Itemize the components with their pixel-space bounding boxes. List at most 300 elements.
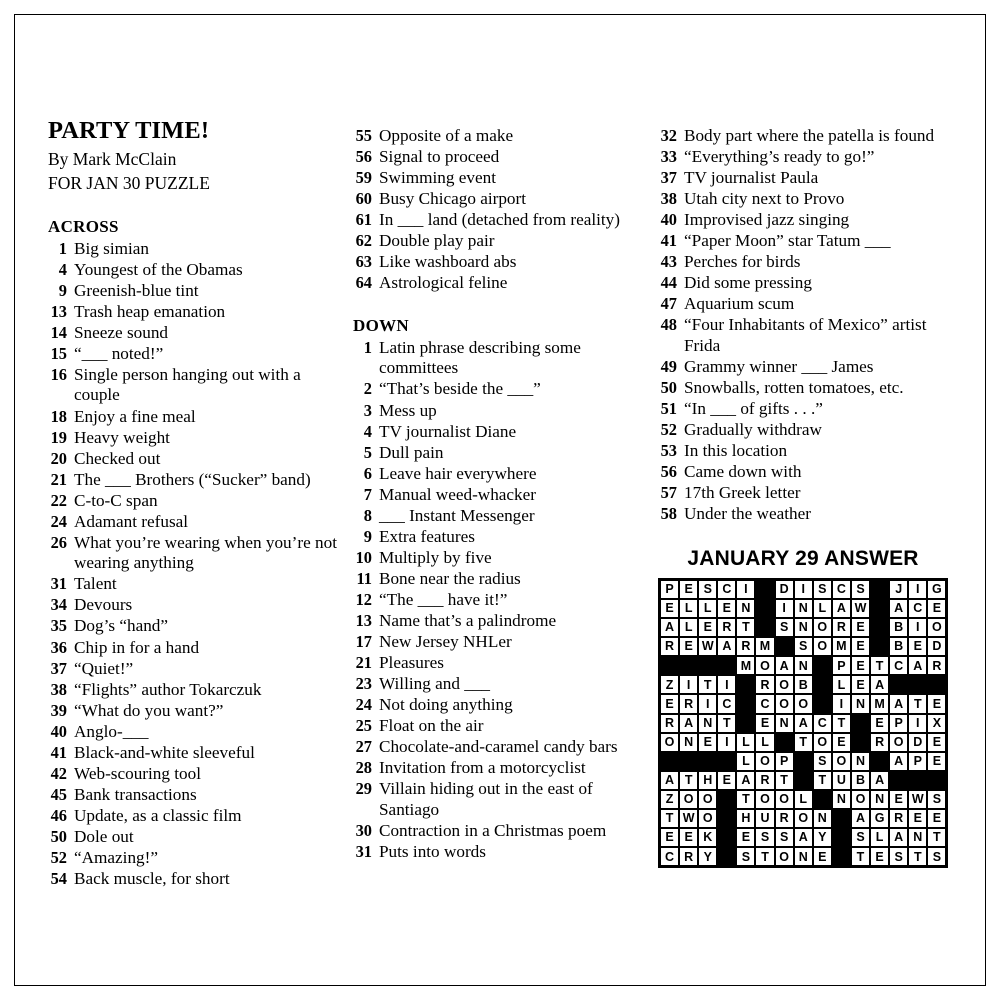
grid-cell-letter: T xyxy=(927,828,946,847)
clue-item xyxy=(353,485,652,506)
clue-number: 61 xyxy=(355,210,372,230)
clue-item xyxy=(353,443,652,464)
grid-cell-letter: M xyxy=(870,694,889,713)
grid-cell-letter: U xyxy=(832,771,851,790)
clue-number: 45 xyxy=(50,784,67,804)
grid-cell-letter: D xyxy=(927,637,946,656)
clue-number: 5 xyxy=(363,442,372,462)
grid-cell-letter: E xyxy=(698,733,717,752)
clue-number: 29 xyxy=(355,779,372,799)
clue-item xyxy=(658,399,960,420)
clue-item xyxy=(353,189,652,210)
grid-cell-letter: L xyxy=(698,599,717,618)
grid-cell-letter: G xyxy=(927,580,946,599)
grid-cell-letter: T xyxy=(698,675,717,694)
grid-cell-block xyxy=(889,771,908,790)
clue-text: New Jersey NHLer xyxy=(379,632,512,652)
grid-cell-letter: I xyxy=(908,618,927,637)
clue-number: 23 xyxy=(355,674,372,694)
clue-number: 42 xyxy=(50,763,67,783)
grid-cell-letter: S xyxy=(851,580,870,599)
clue-item xyxy=(353,548,652,569)
clue-number: 7 xyxy=(363,484,372,504)
grid-cell-letter: N xyxy=(736,599,755,618)
clue-text: Swimming event xyxy=(379,168,496,188)
grid-cell-letter: E xyxy=(851,637,870,656)
clue-text: Enjoy a fine meal xyxy=(74,406,196,426)
grid-cell-letter: M xyxy=(832,637,851,656)
grid-cell-letter: T xyxy=(851,847,870,866)
grid-cell-letter: R xyxy=(927,656,946,675)
grid-cell-letter: C xyxy=(717,580,736,599)
clue-item xyxy=(658,210,960,231)
clue-text: Contraction in a Christmas poem xyxy=(379,820,607,840)
grid-cell-letter: A xyxy=(832,599,851,618)
clue-item xyxy=(353,464,652,485)
clue-item xyxy=(353,590,652,611)
grid-cell-letter: N xyxy=(679,733,698,752)
clue-text: Busy Chicago airport xyxy=(379,189,527,209)
grid-cell-letter: N xyxy=(794,656,813,675)
grid-cell-letter: M xyxy=(736,656,755,675)
grid-cell-letter: E xyxy=(717,599,736,618)
grid-cell-letter: O xyxy=(889,733,908,752)
grid-cell-letter: E xyxy=(698,618,717,637)
clue-number: 58 xyxy=(660,504,677,524)
clue-item xyxy=(48,407,345,428)
clue-text: “That’s beside the ___” xyxy=(379,379,541,399)
clue-number: 19 xyxy=(50,427,67,447)
clue-number: 48 xyxy=(660,315,677,335)
clue-item xyxy=(353,401,652,422)
clue-item xyxy=(658,420,960,441)
grid-cell-letter: E xyxy=(851,656,870,675)
grid-cell-block xyxy=(660,656,679,675)
clue-item xyxy=(353,632,652,653)
clue-text: In this location xyxy=(684,441,788,461)
grid-cell-letter: C xyxy=(717,694,736,713)
grid-cell-letter: N xyxy=(794,847,813,866)
grid-cell-block xyxy=(755,599,774,618)
grid-cell-letter: O xyxy=(755,656,774,675)
clue-item xyxy=(48,764,345,785)
grid-cell-letter: R xyxy=(660,714,679,733)
clue-number: 6 xyxy=(363,463,372,483)
clue-text: Anglo-___ xyxy=(74,721,149,741)
grid-cell-letter: T xyxy=(908,694,927,713)
clue-number: 31 xyxy=(355,842,372,861)
grid-cell-letter: R xyxy=(755,771,774,790)
grid-cell-block xyxy=(813,656,832,675)
grid-cell-letter: L xyxy=(736,733,755,752)
clue-text: TV journalist Paula xyxy=(684,168,819,188)
clue-text: Single person hanging out with a couple xyxy=(74,364,301,405)
grid-cell-letter: E xyxy=(908,637,927,656)
grid-cell-letter: N xyxy=(794,599,813,618)
clue-number: 12 xyxy=(355,589,372,609)
clue-number: 39 xyxy=(50,700,67,720)
grid-cell-letter: N xyxy=(794,618,813,637)
clue-number: 38 xyxy=(660,189,677,209)
clue-text: Sneeze sound xyxy=(74,322,169,342)
answer-grid xyxy=(658,578,948,868)
grid-cell-letter: A xyxy=(908,656,927,675)
clue-number: 40 xyxy=(660,210,677,230)
clue-number: 28 xyxy=(355,758,372,778)
grid-cell-letter: E xyxy=(908,809,927,828)
grid-cell-letter: U xyxy=(755,809,774,828)
grid-cell-letter: O xyxy=(775,790,794,809)
clue-number: 2 xyxy=(363,379,372,399)
clue-item xyxy=(353,231,652,252)
grid-cell-letter: M xyxy=(755,637,774,656)
clue-item xyxy=(353,210,652,231)
clue-text: Improvised jazz singing xyxy=(684,210,850,230)
grid-cell-letter: E xyxy=(717,771,736,790)
clue-number: 14 xyxy=(50,322,67,342)
across-clue-list-part-2 xyxy=(353,126,652,294)
down-clue-list-part-2 xyxy=(658,126,960,525)
grid-cell-letter: E xyxy=(679,580,698,599)
grid-cell-letter: L xyxy=(755,733,774,752)
clue-text: “___ noted!” xyxy=(74,343,164,363)
grid-cell-letter: N xyxy=(851,694,870,713)
clue-text: Mess up xyxy=(379,400,437,420)
clue-number: 4 xyxy=(363,421,372,441)
grid-cell-letter: O xyxy=(679,790,698,809)
clue-text: Greenish-blue tint xyxy=(74,280,199,300)
clue-number: 60 xyxy=(355,189,372,209)
clue-item xyxy=(48,512,345,533)
grid-cell-letter: C xyxy=(832,580,851,599)
clue-text: Invitation from a motorcyclist xyxy=(379,758,586,778)
byline: By Mark McClain xyxy=(48,149,177,170)
grid-cell-letter: E xyxy=(755,714,774,733)
clue-text: Big simian xyxy=(74,238,149,258)
grid-cell-letter: R xyxy=(679,694,698,713)
grid-cell-block xyxy=(813,790,832,809)
down-clue-list-part-1 xyxy=(353,338,652,863)
grid-cell-letter: N xyxy=(832,790,851,809)
grid-cell-letter: S xyxy=(698,580,717,599)
clue-text: The ___ Brothers (“Sucker” band) xyxy=(74,469,311,489)
clue-text: Under the weather xyxy=(684,504,811,524)
grid-cell-block xyxy=(794,771,813,790)
clue-item xyxy=(353,338,652,379)
clue-number: 33 xyxy=(660,147,677,167)
clue-number: 50 xyxy=(660,378,677,398)
clue-number: 51 xyxy=(660,399,677,419)
grid-cell-letter: T xyxy=(717,714,736,733)
grid-cell-letter: E xyxy=(870,714,889,733)
clue-number: 31 xyxy=(50,574,67,594)
clue-text: Double play pair xyxy=(379,231,495,251)
column-two xyxy=(353,118,658,863)
grid-cell-letter: O xyxy=(698,809,717,828)
clue-text: “Paper Moon” star Tatum ___ xyxy=(684,231,891,251)
grid-cell-letter: K xyxy=(698,828,717,847)
clue-item xyxy=(48,827,345,848)
clue-number: 15 xyxy=(50,343,67,363)
clue-item xyxy=(658,231,960,252)
grid-cell-block xyxy=(736,675,755,694)
clue-item xyxy=(48,595,345,616)
grid-cell-letter: A xyxy=(794,714,813,733)
clue-text: Bone near the radius xyxy=(379,568,521,588)
clue-number: 56 xyxy=(355,147,372,167)
grid-cell-letter: T xyxy=(813,771,832,790)
grid-cell-letter: O xyxy=(927,618,946,637)
clue-text: Puts into words xyxy=(379,842,486,861)
grid-cell-letter: A xyxy=(736,771,755,790)
grid-cell-letter: S xyxy=(813,752,832,771)
clue-number: 41 xyxy=(660,231,677,251)
clue-item xyxy=(353,611,652,632)
clue-number: 26 xyxy=(50,532,67,552)
clue-item xyxy=(353,779,652,820)
grid-cell-letter: A xyxy=(660,618,679,637)
grid-cell-letter: S xyxy=(775,828,794,847)
grid-cell-block xyxy=(755,580,774,599)
clue-number: 17 xyxy=(355,632,372,652)
clue-number: 40 xyxy=(50,721,67,741)
clue-item xyxy=(48,659,345,680)
clue-item xyxy=(658,189,960,210)
grid-cell-letter: R xyxy=(755,675,774,694)
clue-item xyxy=(658,252,960,273)
grid-cell-letter: A xyxy=(794,828,813,847)
clue-text: Update, as a classic film xyxy=(74,805,242,825)
clue-text: Villain hiding out in the east of Santiago xyxy=(379,779,593,819)
grid-cell-block xyxy=(736,694,755,713)
grid-cell-letter: C xyxy=(755,694,774,713)
clue-number: 8 xyxy=(363,505,372,525)
column-two-spacer xyxy=(353,118,652,126)
grid-cell-letter: N xyxy=(698,714,717,733)
grid-cell-block xyxy=(908,771,927,790)
grid-cell-block xyxy=(717,752,736,771)
grid-cell-letter: D xyxy=(775,580,794,599)
grid-cell-letter: A xyxy=(889,599,908,618)
grid-cell-letter: O xyxy=(775,675,794,694)
clue-number: 49 xyxy=(660,357,677,377)
grid-cell-letter: S xyxy=(755,828,774,847)
clue-item xyxy=(658,294,960,315)
clue-text: TV journalist Diane xyxy=(379,421,517,441)
grid-cell-letter: A xyxy=(660,771,679,790)
grid-cell-letter: S xyxy=(889,847,908,866)
grid-cell-letter: J xyxy=(889,580,908,599)
clue-text: Latin phrase describing some committees xyxy=(379,337,581,378)
clue-text: Perches for birds xyxy=(684,252,801,272)
grid-cell-block xyxy=(736,714,755,733)
clue-number: 20 xyxy=(50,448,67,468)
clue-item xyxy=(48,302,345,323)
clue-item xyxy=(658,483,960,504)
clue-number: 50 xyxy=(50,826,67,846)
clue-text: “Quiet!” xyxy=(74,658,134,678)
grid-cell-letter: O xyxy=(775,847,794,866)
clue-number: 1 xyxy=(363,337,372,357)
clue-item xyxy=(48,806,345,827)
clue-text: Utah city next to Provo xyxy=(684,189,845,209)
grid-cell-block xyxy=(679,752,698,771)
clue-number: 9 xyxy=(58,280,67,300)
clue-number: 63 xyxy=(355,252,372,272)
grid-cell-letter: O xyxy=(813,618,832,637)
clue-item xyxy=(48,470,345,491)
grid-cell-letter: L xyxy=(813,599,832,618)
clue-number: 13 xyxy=(355,610,372,630)
across-clue-list-part-1 xyxy=(48,239,345,890)
clue-number: 37 xyxy=(50,658,67,678)
clue-text: Leave hair everywhere xyxy=(379,463,537,483)
grid-cell-letter: C xyxy=(813,714,832,733)
clue-item xyxy=(48,281,345,302)
grid-cell-letter: I xyxy=(832,694,851,713)
clue-item xyxy=(48,638,345,659)
grid-cell-letter: O xyxy=(755,752,774,771)
grid-cell-letter: T xyxy=(908,847,927,866)
clue-item xyxy=(48,722,345,743)
grid-cell-letter: E xyxy=(660,828,679,847)
grid-cell-letter: D xyxy=(908,733,927,752)
grid-cell-block xyxy=(755,618,774,637)
clue-item xyxy=(48,701,345,722)
clue-number: 64 xyxy=(355,273,372,293)
grid-cell-letter: S xyxy=(851,828,870,847)
grid-cell-block xyxy=(660,752,679,771)
grid-cell-letter: L xyxy=(679,599,698,618)
grid-cell-letter: N xyxy=(908,828,927,847)
clue-text: “Amazing!” xyxy=(74,848,158,867)
grid-cell-letter: E xyxy=(870,847,889,866)
grid-cell-block xyxy=(813,675,832,694)
grid-cell-letter: I xyxy=(794,580,813,599)
clue-text: Bank transactions xyxy=(74,784,197,804)
clue-number: 35 xyxy=(50,616,67,636)
grid-cell-block xyxy=(794,752,813,771)
grid-cell-letter: E xyxy=(927,733,946,752)
clue-number: 30 xyxy=(355,820,372,840)
clue-number: 55 xyxy=(355,126,372,145)
grid-cell-letter: I xyxy=(698,694,717,713)
clue-text: 17th Greek letter xyxy=(684,483,801,503)
grid-cell-letter: T xyxy=(775,771,794,790)
clue-number: 62 xyxy=(355,231,372,251)
grid-cell-letter: T xyxy=(870,656,889,675)
grid-cell-letter: E xyxy=(813,847,832,866)
grid-cell-block xyxy=(870,637,889,656)
clue-item xyxy=(658,126,960,147)
clue-item xyxy=(658,441,960,462)
clue-text: Chocolate-and-caramel candy bars xyxy=(379,737,618,757)
grid-cell-letter: E xyxy=(832,733,851,752)
grid-cell-letter: R xyxy=(775,809,794,828)
clue-text: Dog’s “hand” xyxy=(74,616,169,636)
grid-cell-letter: Z xyxy=(660,675,679,694)
clue-text: Grammy winner ___ James xyxy=(684,357,874,377)
clue-item xyxy=(48,344,345,365)
clue-item xyxy=(658,357,960,378)
grid-cell-letter: S xyxy=(813,580,832,599)
clue-text: In ___ land (detached from reality) xyxy=(379,210,621,230)
clue-item xyxy=(658,315,960,356)
grid-cell-letter: W xyxy=(698,637,717,656)
clue-number: 52 xyxy=(660,420,677,440)
clue-number: 47 xyxy=(660,294,677,314)
grid-cell-letter: E xyxy=(736,828,755,847)
clue-number: 25 xyxy=(355,716,372,736)
grid-cell-block xyxy=(775,733,794,752)
grid-cell-letter: C xyxy=(889,656,908,675)
clue-text: Talent xyxy=(74,574,117,594)
grid-cell-block xyxy=(813,694,832,713)
page-title: PARTY TIME! xyxy=(48,117,210,144)
clue-text: Like washboard abs xyxy=(379,252,517,272)
grid-cell-letter: L xyxy=(736,752,755,771)
grid-cell-letter: T xyxy=(736,790,755,809)
clue-item xyxy=(353,737,652,758)
grid-cell-block xyxy=(870,752,889,771)
grid-cell-letter: C xyxy=(660,847,679,866)
grid-cell-letter: O xyxy=(794,809,813,828)
clue-text: Dull pain xyxy=(379,442,444,462)
column-one xyxy=(48,118,353,890)
clue-item xyxy=(353,422,652,443)
grid-cell-letter: T xyxy=(755,847,774,866)
clue-number: 22 xyxy=(50,490,67,510)
clue-item xyxy=(48,365,345,406)
clue-item xyxy=(353,653,652,674)
grid-cell-letter: R xyxy=(736,637,755,656)
clue-text: C-to-C span xyxy=(74,490,158,510)
grid-cell-letter: L xyxy=(794,790,813,809)
clue-item xyxy=(48,260,345,281)
clue-number: 27 xyxy=(355,737,372,757)
clue-text: Back muscle, for short xyxy=(74,869,230,889)
clue-text: Body part where the patella is found xyxy=(684,126,935,145)
clue-text: Astrological feline xyxy=(379,273,508,293)
grid-cell-letter: O xyxy=(660,733,679,752)
grid-cell-letter: I xyxy=(775,599,794,618)
clue-number: 11 xyxy=(356,568,372,588)
clue-text: Youngest of the Obamas xyxy=(74,259,243,279)
grid-cell-letter: B xyxy=(889,618,908,637)
grid-cell-letter: E xyxy=(927,599,946,618)
clue-text: Manual weed-whacker xyxy=(379,484,536,504)
clue-number: 24 xyxy=(50,511,67,531)
clue-item xyxy=(353,147,652,168)
clue-item xyxy=(48,848,345,869)
grid-cell-letter: B xyxy=(794,675,813,694)
clue-number: 38 xyxy=(50,679,67,699)
clue-item xyxy=(353,273,652,294)
grid-cell-letter: T xyxy=(794,733,813,752)
clue-item xyxy=(353,758,652,779)
grid-cell-letter: A xyxy=(889,694,908,713)
clue-item xyxy=(658,168,960,189)
grid-cell-letter: A xyxy=(717,637,736,656)
grid-cell-block xyxy=(889,675,908,694)
clue-number: 36 xyxy=(50,637,67,657)
clue-text: Devours xyxy=(74,595,133,615)
content-columns xyxy=(48,118,960,890)
grid-cell-block xyxy=(717,847,736,866)
clue-number: 52 xyxy=(50,848,67,867)
clue-text: Dole out xyxy=(74,826,134,846)
grid-cell-letter: S xyxy=(794,637,813,656)
